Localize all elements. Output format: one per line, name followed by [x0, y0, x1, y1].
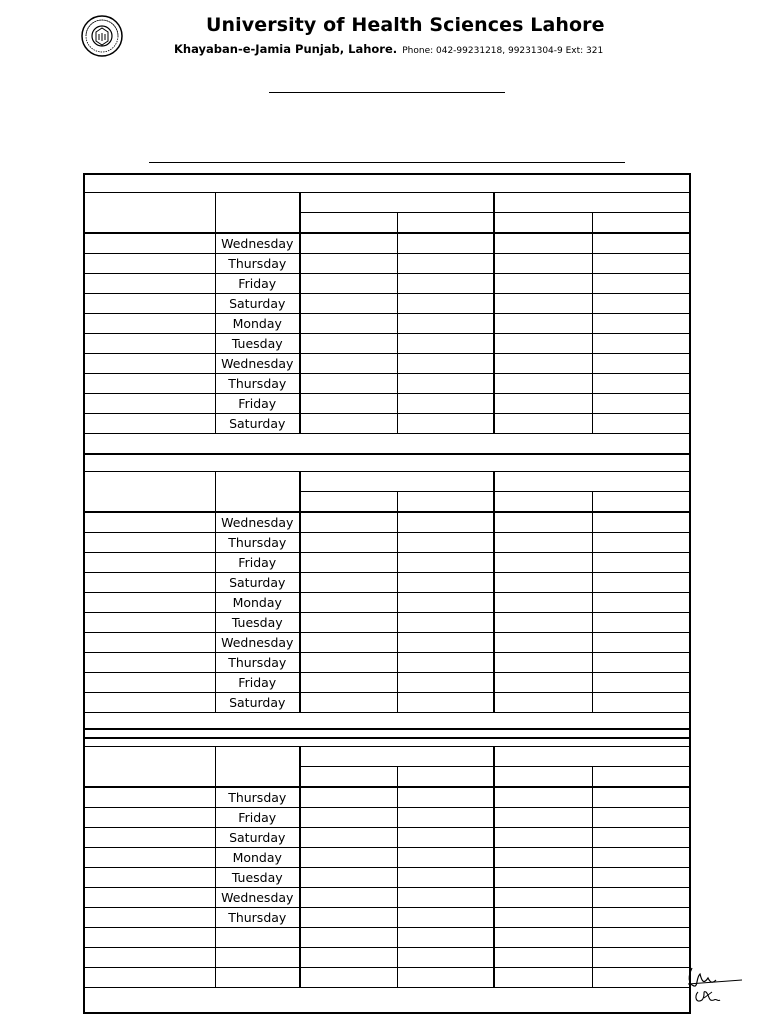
header-cell [84, 193, 215, 234]
blank-cell [397, 233, 494, 254]
blank-cell [84, 533, 215, 553]
header-cell [592, 767, 690, 788]
schedule-row [84, 787, 690, 808]
blank-cell [592, 828, 690, 848]
remarks-row [84, 988, 690, 1014]
schedule-row [84, 848, 690, 868]
blank-cell [397, 888, 494, 908]
header-cell [300, 472, 494, 492]
day-cell: Friday [215, 553, 300, 573]
blank-cell [397, 294, 494, 314]
header-cell [300, 767, 397, 788]
blank-cell [592, 633, 690, 653]
schedule-row [84, 808, 690, 828]
schedule-row [84, 573, 690, 593]
blank-cell [300, 354, 397, 374]
blank-cell [84, 314, 215, 334]
header-cell [215, 193, 300, 234]
blank-cell [494, 254, 592, 274]
blank-cell [397, 394, 494, 414]
blank-cell [494, 673, 592, 693]
blank-cell [397, 787, 494, 808]
schedule-row [84, 354, 690, 374]
blank-cell [592, 294, 690, 314]
blank-cell [84, 888, 215, 908]
blank-cell [300, 868, 397, 888]
blank-cell [397, 613, 494, 633]
day-cell: Saturday [215, 828, 300, 848]
blank-cell [84, 254, 215, 274]
blank-cell [494, 888, 592, 908]
day-cell: Saturday [215, 693, 300, 713]
blank-cell [592, 787, 690, 808]
blank-cell [300, 314, 397, 334]
blank-cell [300, 512, 397, 533]
blank-cell [84, 553, 215, 573]
blank-cell [397, 828, 494, 848]
blank-cell [300, 613, 397, 633]
day-cell [215, 968, 300, 988]
blank-cell [84, 512, 215, 533]
blank-cell [397, 908, 494, 928]
blank-cell [84, 573, 215, 593]
schedule-row [84, 394, 690, 414]
day-cell: Tuesday [215, 868, 300, 888]
header-cell [300, 492, 397, 513]
schedule-row [84, 233, 690, 254]
blank-cell [397, 653, 494, 673]
header-cell [397, 213, 494, 234]
blank-cell [84, 633, 215, 653]
blank-cell [300, 968, 397, 988]
schedule-row [84, 334, 690, 354]
blank-cell [494, 848, 592, 868]
schedule-row [84, 868, 690, 888]
schedule-table-2 [83, 728, 691, 1014]
blank-cell [84, 593, 215, 613]
blank-cell [397, 693, 494, 713]
blank-cell [592, 868, 690, 888]
blank-cell [300, 254, 397, 274]
blank-cell [84, 808, 215, 828]
section-title-row [84, 454, 690, 472]
blank-cell [397, 633, 494, 653]
blank-cell [592, 414, 690, 434]
handwritten-signature-icon [684, 962, 744, 1010]
day-cell: Thursday [215, 653, 300, 673]
blank-cell [592, 573, 690, 593]
blank-cell [494, 414, 592, 434]
blank-cell [397, 553, 494, 573]
subheading-underline [149, 162, 625, 163]
blank-cell [397, 533, 494, 553]
blank-cell [494, 573, 592, 593]
university-seal-icon [80, 14, 124, 58]
blank-cell [84, 294, 215, 314]
blank-cell [592, 374, 690, 394]
blank-cell [494, 948, 592, 968]
header-cell [300, 193, 494, 213]
blank-cell [300, 693, 397, 713]
remarks-row [84, 434, 690, 455]
day-cell: Saturday [215, 294, 300, 314]
blank-cell [84, 868, 215, 888]
day-cell: Thursday [215, 533, 300, 553]
blank-cell [592, 693, 690, 713]
blank-cell [300, 848, 397, 868]
day-cell: Wednesday [215, 888, 300, 908]
day-cell: Friday [215, 394, 300, 414]
blank-cell [592, 948, 690, 968]
blank-cell [592, 334, 690, 354]
blank-cell [494, 868, 592, 888]
blank-cell [397, 512, 494, 533]
blank-cell [592, 908, 690, 928]
schedule-row [84, 294, 690, 314]
blank-cell [397, 334, 494, 354]
blank-cell [84, 414, 215, 434]
blank-cell [592, 673, 690, 693]
blank-cell [494, 808, 592, 828]
blank-cell [300, 593, 397, 613]
blank-cell [592, 888, 690, 908]
header-cell [592, 213, 690, 234]
blank-cell [84, 233, 215, 254]
phone-text: Phone: 042-99231218, 99231304-9 Ext: 321 [402, 46, 604, 56]
blank-cell [592, 314, 690, 334]
blank-cell [592, 254, 690, 274]
blank-cell [494, 314, 592, 334]
blank-cell [494, 928, 592, 948]
day-cell: Saturday [215, 573, 300, 593]
blank-cell [494, 394, 592, 414]
blank-cell [300, 394, 397, 414]
blank-cell [494, 294, 592, 314]
day-cell: Thursday [215, 374, 300, 394]
blank-cell [300, 633, 397, 653]
blank-cell [300, 673, 397, 693]
header-cell [300, 213, 397, 234]
blank-cell [592, 593, 690, 613]
blank-cell [592, 553, 690, 573]
blank-cell [300, 828, 397, 848]
day-cell: Saturday [215, 414, 300, 434]
blank-cell [397, 808, 494, 828]
blank-cell [494, 653, 592, 673]
blank-cell [84, 968, 215, 988]
day-cell: Wednesday [215, 233, 300, 254]
blank-cell [300, 928, 397, 948]
blank-cell [84, 334, 215, 354]
blank-cell [84, 693, 215, 713]
schedule-row [84, 828, 690, 848]
day-cell: Monday [215, 848, 300, 868]
heading-underline [269, 92, 505, 93]
blank-cell [592, 233, 690, 254]
schedule-table-1 [83, 173, 691, 739]
header-cell [494, 213, 592, 234]
blank-cell [494, 908, 592, 928]
blank-cell [494, 633, 592, 653]
blank-cell [84, 673, 215, 693]
header-cell [494, 472, 690, 492]
day-cell: Friday [215, 274, 300, 294]
header-cell [397, 492, 494, 513]
blank-cell [84, 848, 215, 868]
blank-cell [84, 928, 215, 948]
blank-cell [592, 394, 690, 414]
header-cell [494, 767, 592, 788]
blank-cell [300, 653, 397, 673]
schedule-row [84, 948, 690, 968]
header-cell [84, 472, 215, 513]
blank-cell [300, 294, 397, 314]
blank-cell [84, 394, 215, 414]
schedule-row [84, 414, 690, 434]
blank-cell [300, 948, 397, 968]
blank-cell [592, 968, 690, 988]
schedule-row [84, 633, 690, 653]
header-cell [494, 747, 690, 767]
blank-cell [494, 968, 592, 988]
day-cell: Thursday [215, 908, 300, 928]
institution-title: University of Health Sciences Lahore [206, 14, 605, 36]
schedule-row [84, 928, 690, 948]
blank-cell [300, 553, 397, 573]
schedule-row [84, 653, 690, 673]
blank-cell [84, 613, 215, 633]
address-text: Khayaban-e-Jamia Punjab, Lahore. [174, 42, 398, 56]
blank-cell [300, 908, 397, 928]
day-cell: Thursday [215, 787, 300, 808]
header-cell [494, 492, 592, 513]
blank-cell [494, 512, 592, 533]
day-cell: Tuesday [215, 334, 300, 354]
blank-cell [300, 787, 397, 808]
header-cell [592, 492, 690, 513]
blank-cell [592, 613, 690, 633]
header-cell [300, 747, 494, 767]
blank-cell [494, 593, 592, 613]
blank-cell [300, 414, 397, 434]
schedule-row [84, 533, 690, 553]
header-cell [397, 767, 494, 788]
schedule-row [84, 254, 690, 274]
blank-cell [494, 233, 592, 254]
blank-cell [397, 848, 494, 868]
blank-cell [397, 948, 494, 968]
day-cell [215, 928, 300, 948]
blank-cell [592, 928, 690, 948]
schedule-row [84, 374, 690, 394]
header-cell [84, 747, 215, 788]
blank-cell [397, 573, 494, 593]
blank-cell [84, 828, 215, 848]
blank-cell [84, 908, 215, 928]
blank-cell [300, 573, 397, 593]
blank-cell [592, 848, 690, 868]
blank-cell [397, 868, 494, 888]
blank-cell [84, 354, 215, 374]
blank-cell [300, 888, 397, 908]
blank-cell [592, 653, 690, 673]
blank-cell [300, 233, 397, 254]
blank-cell [300, 274, 397, 294]
blank-cell [494, 787, 592, 808]
schedule-row [84, 593, 690, 613]
table-title-row [84, 729, 690, 747]
institution-address-line [174, 38, 603, 57]
blank-cell [494, 693, 592, 713]
day-cell: Wednesday [215, 512, 300, 533]
day-cell: Tuesday [215, 613, 300, 633]
blank-cell [300, 374, 397, 394]
header-cell [215, 747, 300, 788]
blank-cell [397, 354, 494, 374]
blank-cell [592, 512, 690, 533]
blank-cell [84, 948, 215, 968]
blank-cell [592, 354, 690, 374]
schedule-row [84, 314, 690, 334]
day-cell: Monday [215, 593, 300, 613]
blank-cell [397, 593, 494, 613]
day-cell: Wednesday [215, 633, 300, 653]
blank-cell [494, 533, 592, 553]
blank-cell [397, 314, 494, 334]
blank-cell [494, 553, 592, 573]
blank-cell [592, 808, 690, 828]
blank-cell [84, 787, 215, 808]
schedule-row [84, 693, 690, 713]
day-cell: Thursday [215, 254, 300, 274]
day-cell: Wednesday [215, 354, 300, 374]
table-title-row [84, 174, 690, 193]
blank-cell [397, 414, 494, 434]
blank-cell [494, 613, 592, 633]
blank-cell [494, 354, 592, 374]
blank-cell [494, 334, 592, 354]
schedule-row [84, 908, 690, 928]
blank-cell [397, 673, 494, 693]
blank-cell [397, 928, 494, 948]
day-cell [215, 948, 300, 968]
header-cell [215, 472, 300, 513]
blank-cell [397, 274, 494, 294]
blank-cell [592, 274, 690, 294]
blank-cell [397, 968, 494, 988]
blank-cell [300, 334, 397, 354]
blank-cell [300, 808, 397, 828]
day-cell: Friday [215, 808, 300, 828]
schedule-row [84, 888, 690, 908]
blank-cell [397, 374, 494, 394]
schedule-row [84, 274, 690, 294]
schedule-row [84, 673, 690, 693]
blank-cell [494, 828, 592, 848]
day-cell: Friday [215, 673, 300, 693]
blank-cell [300, 533, 397, 553]
schedule-row [84, 968, 690, 988]
schedule-row [84, 512, 690, 533]
blank-cell [84, 274, 215, 294]
blank-cell [84, 374, 215, 394]
blank-cell [494, 374, 592, 394]
schedule-row [84, 613, 690, 633]
blank-cell [494, 274, 592, 294]
blank-cell [397, 254, 494, 274]
day-cell: Monday [215, 314, 300, 334]
blank-cell [592, 533, 690, 553]
schedule-row [84, 553, 690, 573]
header-cell [494, 193, 690, 213]
blank-cell [84, 653, 215, 673]
